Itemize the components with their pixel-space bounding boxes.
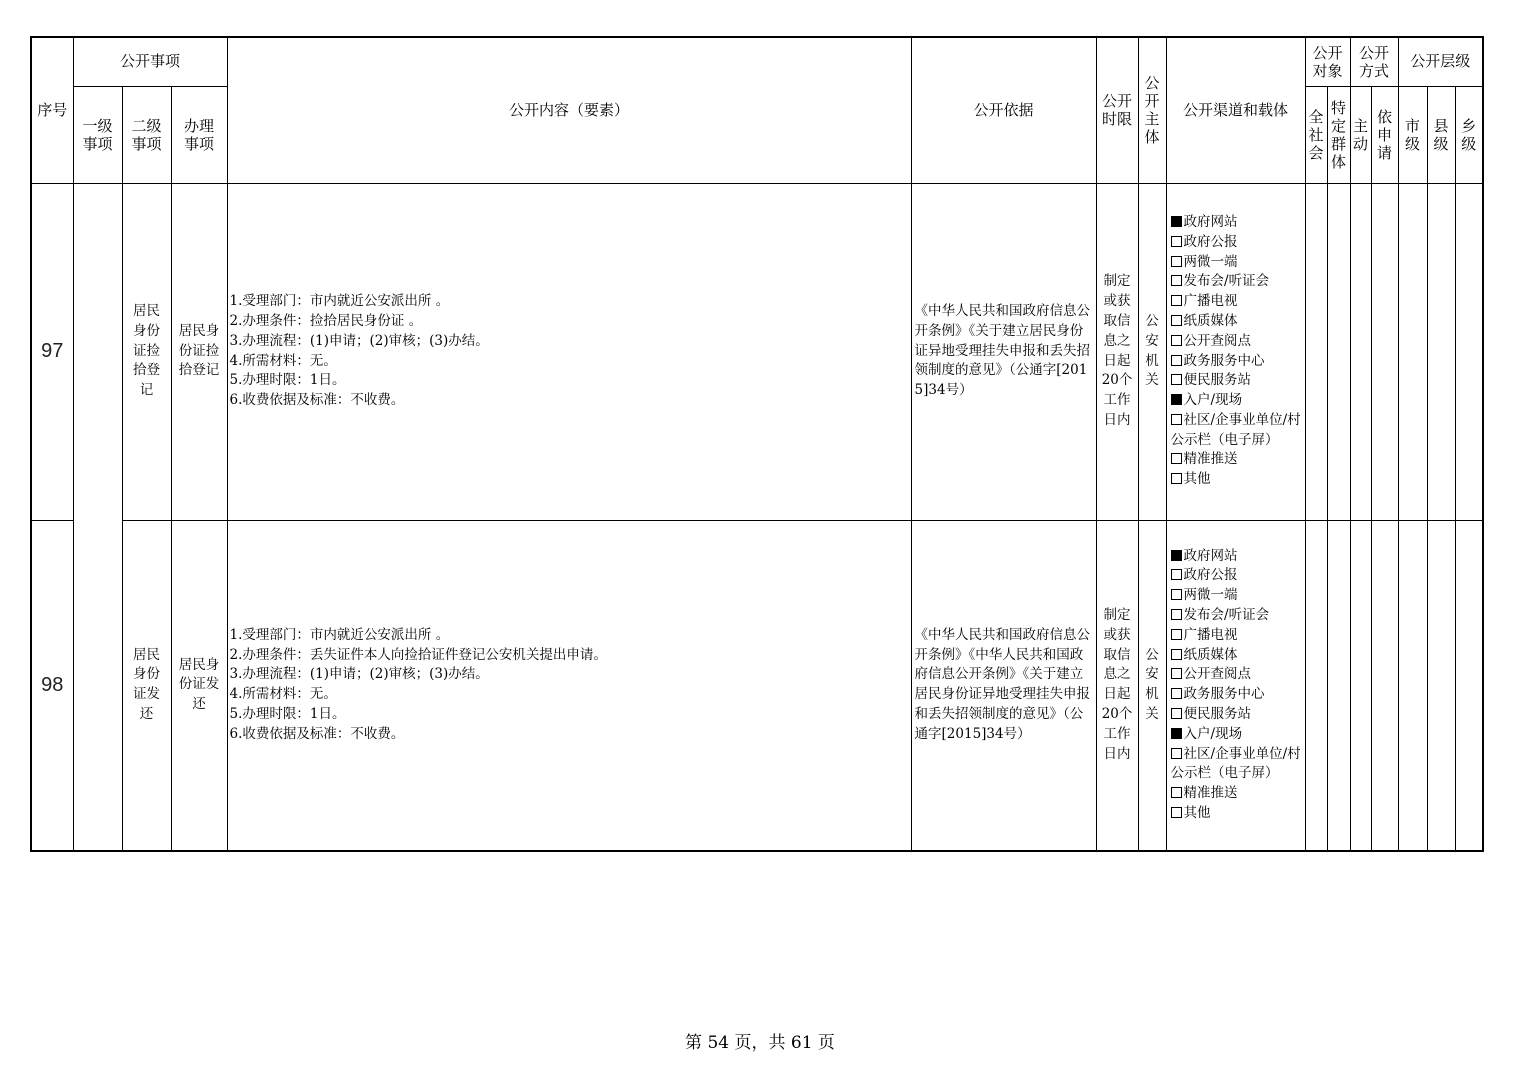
channel-item: 政府公报: [1171, 233, 1303, 253]
row-method-active: [1350, 520, 1371, 851]
channel-item: 发布会/听证会: [1171, 272, 1303, 292]
channel-item: 政府网站: [1171, 547, 1303, 567]
checkbox-checked-icon: [1171, 728, 1182, 739]
channel-item: 政府网站: [1171, 213, 1303, 233]
channel-item: 社区/企事业单位/村公示栏（电子屏）: [1170, 745, 1301, 782]
row-channels: [1166, 183, 1305, 520]
row-target-all: [1305, 183, 1327, 520]
checkbox-empty-icon: [1171, 589, 1182, 600]
header-method-active: 主动: [1350, 86, 1371, 183]
row-level-city: [1398, 183, 1427, 520]
row-method-apply: [1371, 520, 1398, 851]
channel-item: 纸质媒体: [1171, 646, 1303, 666]
channel-item: 两微一端: [1171, 586, 1303, 606]
checkbox-checked-icon: [1171, 550, 1182, 561]
channel-item: 精准推送: [1171, 784, 1303, 804]
checkbox-empty-icon: [1171, 295, 1182, 306]
checkbox-empty-icon: [1171, 787, 1182, 798]
disclosure-table: [30, 36, 1484, 852]
checkbox-empty-icon: [1171, 629, 1182, 640]
checkbox-empty-icon: [1171, 569, 1182, 580]
header-subject: 公开主体: [1138, 37, 1166, 183]
checkbox-empty-icon: [1171, 236, 1182, 247]
page-footer: 第 54 页，共 61 页: [685, 1033, 835, 1053]
header-level-city: 市级: [1398, 86, 1427, 183]
row-subject: 公安机关: [1138, 520, 1166, 851]
channel-item: 其他: [1171, 470, 1303, 490]
row-level2: 居民身份证发还: [122, 520, 171, 851]
channel-item: 发布会/听证会: [1171, 606, 1303, 626]
header-method-apply: 依申请: [1371, 86, 1398, 183]
row-target-all: [1305, 520, 1327, 851]
row-channels: [1166, 520, 1305, 851]
table-row: [31, 520, 1483, 851]
checkbox-empty-icon: [1171, 748, 1182, 759]
checkbox-checked-icon: [1171, 394, 1182, 405]
channel-item: 纸质媒体: [1171, 312, 1303, 332]
checkbox-empty-icon: [1171, 688, 1182, 699]
header-public-items: 公开事项: [73, 37, 227, 86]
header-level2: 二级事项: [122, 86, 171, 183]
row-target-specific: [1327, 183, 1350, 520]
channel-item: 公开查阅点: [1171, 665, 1303, 685]
row-content: 1.受理部门：市内就近公安派出所 。 2.办理条件：丢失证件本人向捡拾证件登记公安机关提出申请。 3.办理流程：(1)申请；(2)审核；(3)办结。 4.所需材料：无。 5.办理时限：1日。 6.收费依据及标准：不收费。: [227, 520, 911, 851]
header-target: 公开对象: [1305, 37, 1350, 86]
channel-item: 其他: [1171, 804, 1303, 824]
channel-item: 便民服务站: [1171, 705, 1303, 725]
row-level-county: [1427, 520, 1455, 851]
channel-item: 精准推送: [1171, 450, 1303, 470]
checkbox-empty-icon: [1171, 668, 1182, 679]
channel-item: 入户/现场: [1171, 391, 1303, 411]
channel-item: 政务服务中心: [1171, 352, 1303, 372]
checkbox-empty-icon: [1171, 275, 1182, 286]
checkbox-checked-icon: [1171, 216, 1182, 227]
row-method-active: [1350, 183, 1371, 520]
row-seq: 98: [31, 520, 73, 851]
row-method-apply: [1371, 183, 1398, 520]
channel-item: 政府公报: [1171, 566, 1303, 586]
table-row: [31, 183, 1483, 520]
row-level-town: [1455, 183, 1483, 520]
row-target-specific: [1327, 520, 1350, 851]
row-subject: 公安机关: [1138, 183, 1166, 520]
checkbox-empty-icon: [1171, 609, 1182, 620]
channel-item: 广播电视: [1171, 626, 1303, 646]
checkbox-empty-icon: [1171, 453, 1182, 464]
header-level1: 一级事项: [73, 86, 122, 183]
channel-item: 社区/企事业单位/村公示栏（电子屏）: [1170, 411, 1301, 448]
checkbox-empty-icon: [1171, 807, 1182, 818]
row-time-limit: 制定或获取信息之日起20个工作日内: [1096, 183, 1138, 520]
channel-item: 广播电视: [1171, 292, 1303, 312]
channel-item: 公开查阅点: [1171, 332, 1303, 352]
row-level2: 居民身份证捡拾登记: [122, 183, 171, 520]
row-seq: 97: [31, 183, 73, 520]
row-level-town: [1455, 520, 1483, 851]
row-content: 1.受理部门：市内就近公安派出所 。 2.办理条件：捡拾居民身份证 。 3.办理流程：(1)申请；(2)审核；(3)办结。 4.所需材料：无。 5.办理时限：1日。 6.收费依据及标准：不收费。: [227, 183, 911, 520]
checkbox-empty-icon: [1171, 315, 1182, 326]
checkbox-empty-icon: [1171, 335, 1182, 346]
header-level: 公开层级: [1398, 37, 1483, 86]
row-handle: 居民身份证发还: [171, 520, 227, 851]
header-target-specific: 特定群体: [1327, 86, 1350, 183]
header-method: 公开方式: [1350, 37, 1398, 86]
header-seq: 序号: [31, 37, 73, 183]
checkbox-empty-icon: [1171, 414, 1182, 425]
row-handle: 居民身份证捡拾登记: [171, 183, 227, 520]
checkbox-empty-icon: [1171, 708, 1182, 719]
checkbox-empty-icon: [1171, 256, 1182, 267]
checkbox-empty-icon: [1171, 649, 1182, 660]
channel-item: 便民服务站: [1171, 371, 1303, 391]
row-level-county: [1427, 183, 1455, 520]
row-level1: [73, 183, 122, 851]
checkbox-empty-icon: [1171, 473, 1182, 484]
channel-item: 入户/现场: [1171, 725, 1303, 745]
channel-item: 政务服务中心: [1171, 685, 1303, 705]
channel-item: 两微一端: [1171, 253, 1303, 273]
header-channel: 公开渠道和载体: [1166, 37, 1305, 183]
header-content: 公开内容（要素）: [227, 37, 911, 183]
checkbox-empty-icon: [1171, 374, 1182, 385]
checkbox-empty-icon: [1171, 355, 1182, 366]
header-target-all: 全社会: [1305, 86, 1327, 183]
header-level-county: 县级: [1427, 86, 1455, 183]
row-basis: 《中华人民共和国政府信息公开条例》《中华人民共和国政府信息公开条例》《关于建立居民身份证异地受理挂失申报和丢失招领制度的意见》（公通字[2015]34号）: [911, 520, 1096, 851]
header-time-limit: 公开时限: [1096, 37, 1138, 183]
header-basis: 公开依据: [911, 37, 1096, 183]
row-basis: 《中华人民共和国政府信息公开条例》《关于建立居民身份证异地受理挂失申报和丢失招领制度的意见》（公通字[2015]34号）: [911, 183, 1096, 520]
header-level-town: 乡级: [1455, 86, 1483, 183]
row-time-limit: 制定或获取信息之日起20个工作日内: [1096, 520, 1138, 851]
header-handle: 办理事项: [171, 86, 227, 183]
row-level-city: [1398, 520, 1427, 851]
